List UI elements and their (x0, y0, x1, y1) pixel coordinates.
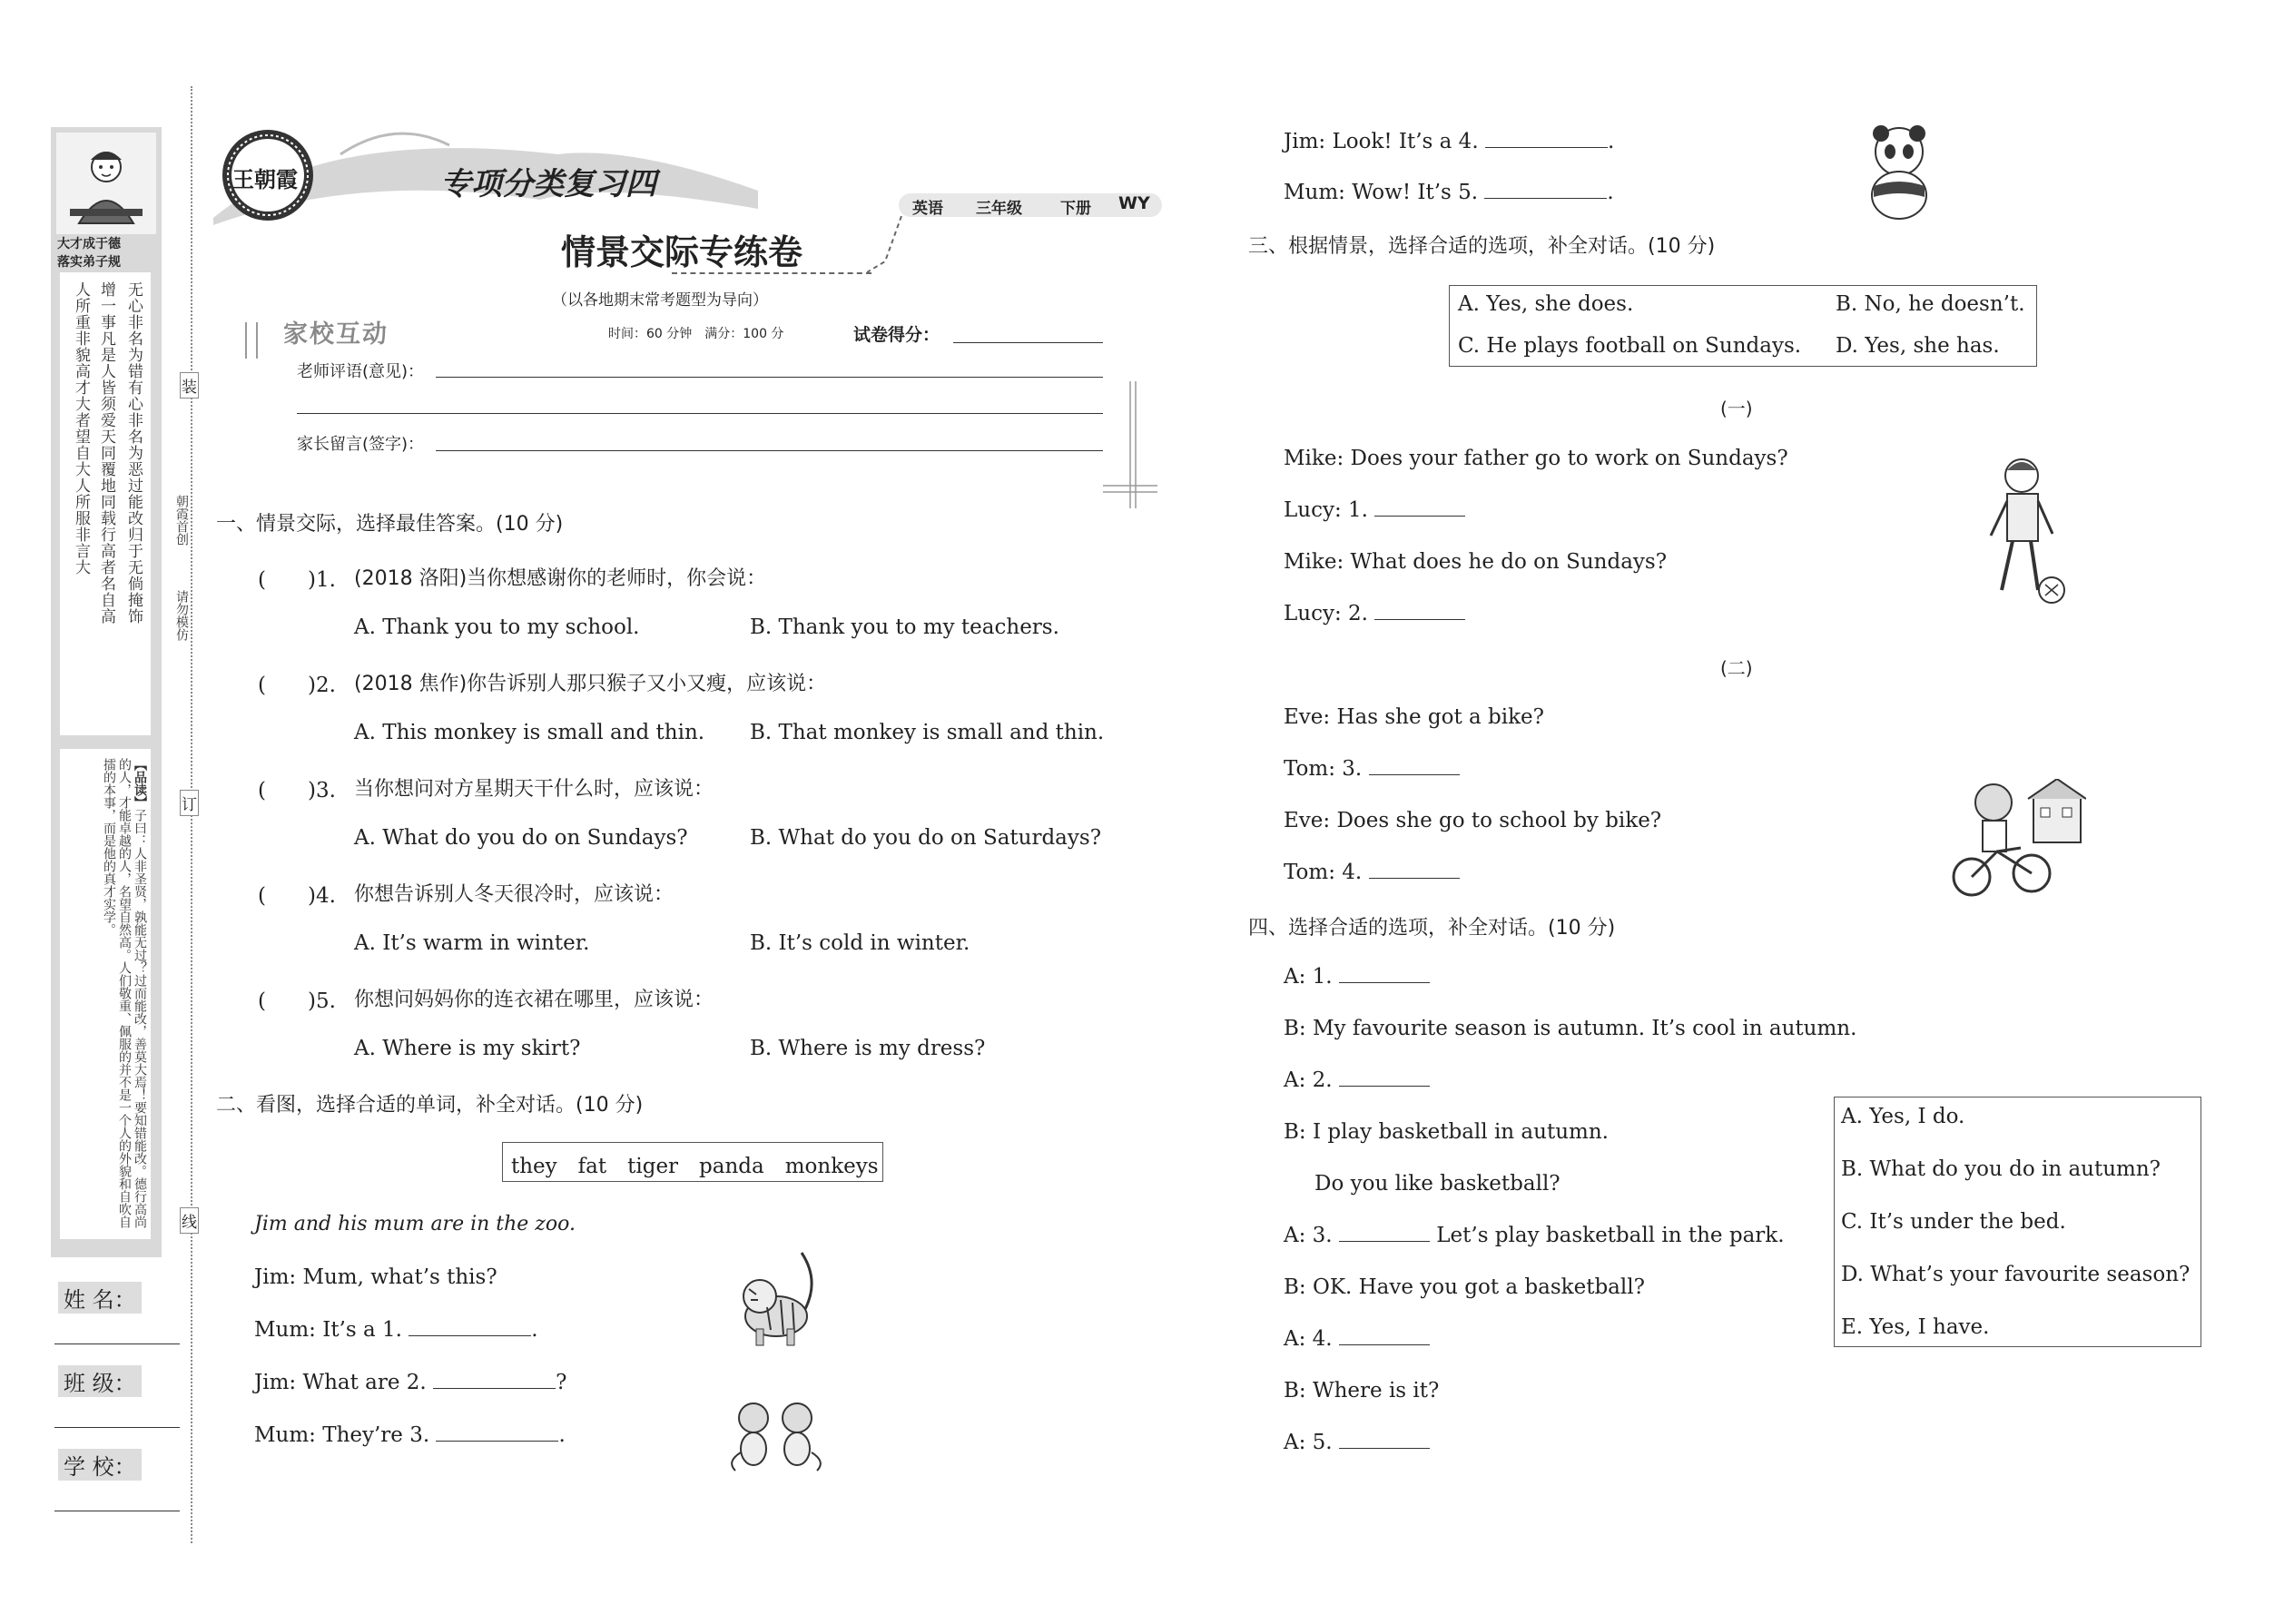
s2-line-2-end: . (531, 1318, 538, 1342)
q3-number[interactable]: ( )3. (258, 779, 336, 802)
s3-part2-line-4 (1284, 861, 1460, 884)
s2-line-3-text: Jim: What are 2. (254, 1371, 427, 1394)
s2-blank-3[interactable] (436, 1424, 558, 1442)
binding-char-3: 线 (180, 1207, 199, 1234)
s4-line-8 (1284, 1327, 1430, 1351)
q1-number[interactable]: ( )1. (258, 568, 336, 592)
parent-note-line[interactable] (436, 450, 1103, 451)
teacher-comment-label: 老师评语(意见)： (297, 362, 425, 381)
s3-part2-label: (二) (1720, 657, 1753, 679)
q2-prompt: (2018 焦作)你告诉别人那只猴子又小又瘦，应该说： (354, 673, 827, 695)
exam-meta: 时间：60 分钟 满分：100 分 (608, 327, 784, 341)
reading-text (64, 758, 147, 1230)
s2-line-1: Jim: Mum, what’s this? (254, 1265, 497, 1289)
s4-line-6-tail: Let’s play basketball in the park. (1436, 1224, 1785, 1247)
scholar-illustration (56, 133, 156, 234)
series-title: 专项分类复习四 (440, 166, 656, 202)
section3-title: 三、根据情景，选择合适的选项，补全对话。(10 分) (1248, 235, 1716, 258)
s4-line-9: B: Where is it? (1284, 1379, 1440, 1403)
s4-option-a[interactable]: A. Yes, I do. (1841, 1105, 1965, 1128)
s3-part2-line-3: Eve: Does she go to school by bike? (1284, 809, 1662, 832)
s3-part1-line-2 (1284, 498, 1465, 522)
q1-option-a[interactable]: A. Thank you to my school. (354, 615, 640, 639)
score-label: 试卷得分： (853, 325, 940, 345)
s4-line-5: Do you like basketball? (1314, 1172, 1561, 1196)
motto-column-3: 无心非名为错有心非名为恶过能改归于无倘掩饰 (124, 281, 143, 625)
field-class-line[interactable] (54, 1427, 180, 1428)
home-school-label: 家校互动 (283, 320, 389, 349)
s2-line-6-text: Mum: Wow! It’s 5. (1284, 181, 1479, 204)
q4-option-b[interactable]: B. It’s cold in winter. (750, 931, 970, 955)
s3-part1-line-3: Mike: What does he do on Sundays? (1284, 550, 1668, 574)
tiger-illustration (731, 1244, 822, 1353)
parent-note-label: 家长留言(签字)： (297, 435, 425, 454)
s2-line-3 (254, 1371, 566, 1394)
motto-top-1: 大才成于德 (57, 237, 121, 251)
s4-line-4: B: I play basketball in autumn. (1284, 1120, 1609, 1144)
q5-number[interactable]: ( )5. (258, 989, 336, 1013)
side-note-2: 请勿模仿 (174, 590, 189, 641)
field-school-label: 学 校： (58, 1449, 142, 1481)
s4-line-7: B: OK. Have you got a basketball? (1284, 1275, 1645, 1299)
q1-option-b[interactable]: B. Thank you to my teachers. (750, 615, 1059, 639)
s2-line-6-end: . (1607, 181, 1614, 204)
s3-blank-4[interactable] (1369, 861, 1460, 879)
score-field[interactable] (953, 342, 1103, 343)
q4-prompt: 你想告诉别人冬天很冷时，应该说： (354, 883, 674, 906)
s3-option-a[interactable]: A. Yes, she does. (1458, 292, 1634, 316)
s4-line-3 (1284, 1068, 1430, 1092)
subtitle: （以各地期末常考题型为导向） (552, 291, 768, 310)
s2-blank-4[interactable] (1485, 131, 1608, 148)
monkeys-illustration (726, 1398, 826, 1475)
panda-illustration (1861, 123, 1938, 222)
s4-blank-2[interactable] (1339, 1069, 1430, 1087)
q5-option-a[interactable]: A. Where is my skirt? (354, 1037, 581, 1060)
section1-title: 一、情景交际，选择最佳答案。(10 分) (216, 513, 564, 536)
home-school-frame (245, 322, 258, 359)
s3-part1-line-1: Mike: Does your father go to work on Sundays? (1284, 447, 1788, 470)
s4-blank-4[interactable] (1339, 1328, 1430, 1345)
section2-title: 二、看图，选择合适的单词，补全对话。(10 分) (216, 1094, 644, 1117)
title-dashed-line (672, 272, 871, 274)
field-class-label: 班 级： (58, 1365, 142, 1397)
section4-title: 四、选择合适的选项，补全对话。(10 分) (1248, 917, 1616, 940)
q2-number[interactable]: ( )2. (258, 674, 336, 697)
reading-body: 子曰：人非圣贤，孰能无过？过而能改，善莫大焉！要知错能改。德行高尚的人，才能卓越的人，名望自然高。人们敬重、佩服的并不是一个人的外貌和自吹自擂的本事，而是他的真才实学。 (102, 758, 147, 1228)
s4-line-8-text: A: 4. (1284, 1327, 1333, 1351)
q5-option-b[interactable]: B. Where is my dress? (750, 1037, 986, 1060)
s2-line-5 (1284, 130, 1614, 153)
q4-option-a[interactable]: A. It’s warm in winter. (354, 931, 590, 955)
field-name-line[interactable] (54, 1343, 180, 1344)
corner-decoration (1103, 372, 1157, 508)
subject-tag-volume: 下册 (1060, 200, 1091, 218)
s4-blank-3[interactable] (1339, 1225, 1430, 1242)
reading-label: 【品读】 (133, 758, 147, 809)
s4-blank-5[interactable] (1339, 1432, 1430, 1449)
s3-part2-line-1: Eve: Has she got a bike? (1284, 705, 1544, 729)
s4-option-b[interactable]: B. What do you do in autumn? (1841, 1157, 2161, 1181)
binding-char-2: 订 (180, 790, 199, 816)
motto-column-2: 增一事凡是人皆须爱天同覆地同载行高者名自高 (97, 281, 115, 625)
s3-option-d[interactable]: D. Yes, she has. (1836, 334, 2000, 358)
s3-part1-label: (一) (1720, 398, 1753, 419)
q2-option-b[interactable]: B. That monkey is small and thin. (750, 721, 1105, 744)
motto-top-2: 落实弟子规 (57, 255, 121, 270)
s3-option-b[interactable]: B. No, he doesn’t. (1836, 292, 2025, 316)
s3-blank-1[interactable] (1374, 499, 1465, 517)
s4-option-c[interactable]: C. It’s under the bed. (1841, 1210, 2066, 1234)
q4-number[interactable]: ( )4. (258, 884, 336, 908)
s2-line-2 (254, 1318, 538, 1342)
s4-line-10-text: A: 5. (1284, 1431, 1333, 1454)
subject-tag-grade: 三年级 (976, 200, 1022, 218)
s2-blank-5[interactable] (1484, 182, 1607, 199)
s4-line-10 (1284, 1431, 1430, 1454)
subject-tag-subject: 英语 (912, 200, 943, 218)
s2-line-5-end: . (1607, 130, 1615, 153)
s2-blank-2[interactable] (433, 1372, 556, 1389)
q3-option-a[interactable]: A. What do you do on Sundays? (354, 826, 688, 850)
teacher-comment-line-1[interactable] (436, 377, 1103, 378)
s2-blank-1[interactable] (409, 1319, 531, 1336)
teacher-comment-line-2[interactable] (297, 413, 1103, 414)
subject-tag-edition: WY (1118, 193, 1150, 213)
page-title: 情景交际专练卷 (561, 232, 803, 272)
s4-blank-1[interactable] (1339, 966, 1430, 983)
s3-part2-line-2 (1284, 757, 1460, 781)
side-note-1: 朝霞首创 (174, 495, 189, 546)
q5-prompt: 你想问妈妈你的连衣裙在哪里，应该说： (354, 989, 714, 1011)
s4-line-6 (1284, 1224, 1785, 1247)
s2-line-4 (254, 1423, 566, 1447)
binding-char-1: 装 (180, 372, 199, 399)
s3-part1-line-4-text: Lucy: 2. (1284, 602, 1368, 625)
q3-option-b[interactable]: B. What do you do on Saturdays? (750, 826, 1102, 850)
q1-prompt: (2018 洛阳)当你想感谢你的老师时，你会说： (354, 567, 767, 590)
football-boy-illustration (1974, 454, 2070, 608)
q3-prompt: 当你想问对方星期天干什么时，应该说： (354, 778, 714, 801)
s3-option-c[interactable]: C. He plays football on Sundays. (1458, 334, 1802, 358)
s4-line-1 (1284, 965, 1430, 989)
s4-line-2: B: My favourite season is autumn. It’s cool in autumn. (1284, 1017, 1857, 1040)
s2-line-4-text: Mum: They’re 3. (254, 1423, 430, 1447)
s3-blank-3[interactable] (1369, 758, 1460, 775)
s2-line-5-text: Jim: Look! It’s a 4. (1284, 130, 1479, 153)
s3-part2-line-2-text: Tom: 3. (1284, 757, 1363, 781)
tag-dashed-line (867, 216, 903, 280)
s4-line-6-text: A: 3. (1284, 1224, 1333, 1247)
brand-name: 王朝霞 (232, 167, 298, 192)
s4-option-e[interactable]: E. Yes, I have. (1841, 1315, 1990, 1339)
q2-option-a[interactable]: A. This monkey is small and thin. (354, 721, 705, 744)
bike-girl-illustration (1950, 779, 2086, 901)
s3-part1-line-2-text: Lucy: 1. (1284, 498, 1368, 522)
s3-part1-line-4 (1284, 602, 1465, 625)
s2-line-6 (1284, 181, 1614, 204)
motto-column-1: 人所重非貌高才大者望自大人所服非言大 (72, 281, 90, 576)
s2-line-3-end: ? (556, 1371, 567, 1394)
s3-blank-2[interactable] (1374, 603, 1465, 620)
s4-line-1-text: A: 1. (1284, 965, 1333, 989)
s4-line-3-text: A: 2. (1284, 1068, 1333, 1092)
s2-line-4-end: . (558, 1423, 566, 1447)
word-bank-text: they fat tiger panda monkeys (511, 1155, 879, 1178)
s4-option-d[interactable]: D. What’s your favourite season? (1841, 1263, 2191, 1286)
section2-intro: Jim and his mum are in the zoo. (254, 1213, 576, 1235)
field-name-label: 姓 名： (58, 1282, 142, 1314)
s2-line-2-text: Mum: It’s a 1. (254, 1318, 402, 1342)
s3-part2-line-4-text: Tom: 4. (1284, 861, 1363, 884)
